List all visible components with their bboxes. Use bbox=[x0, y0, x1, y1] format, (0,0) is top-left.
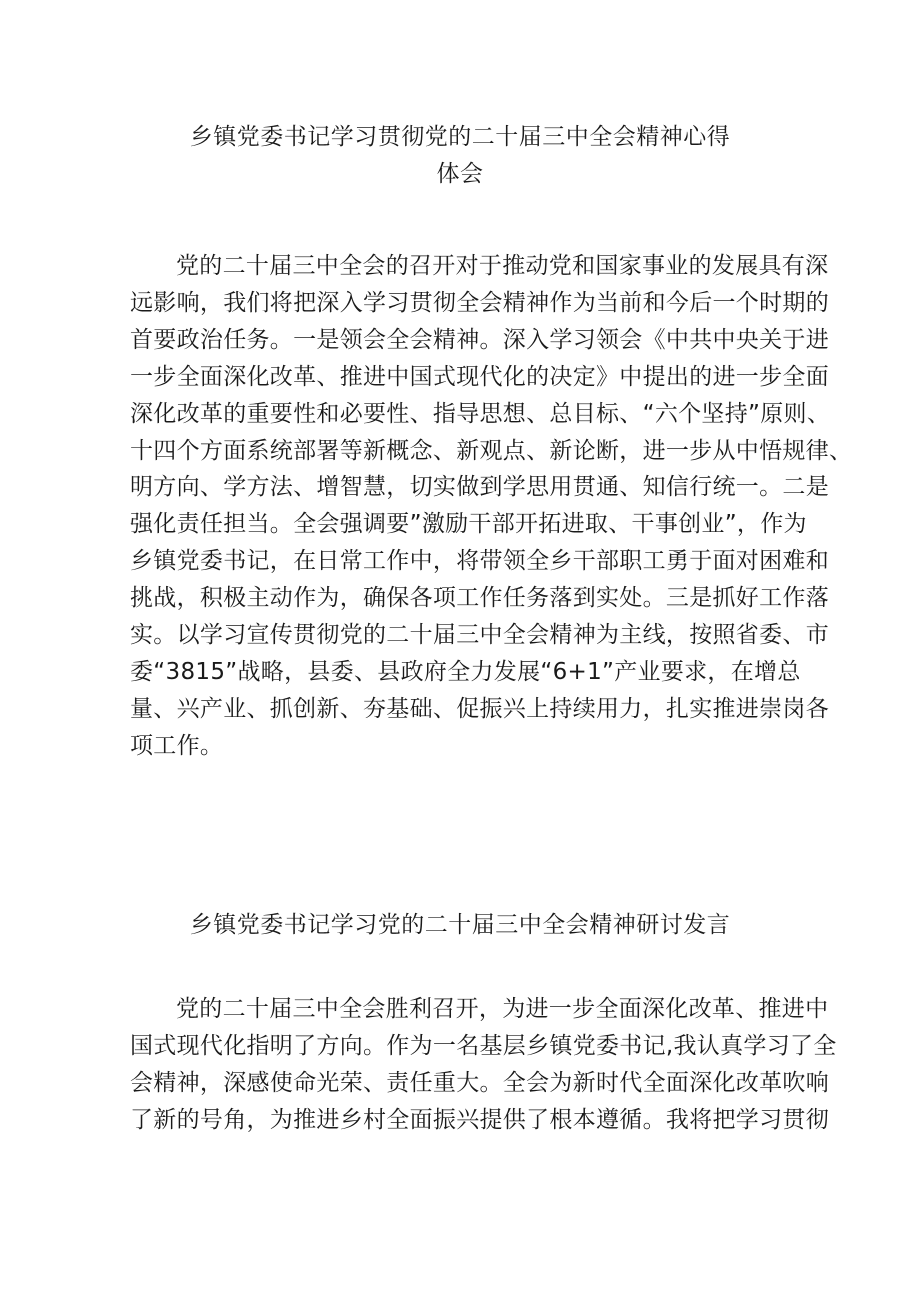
paragraph-line: 十四个方面系统部署等新概念、新观点、新论断，进一步从中悟规律、 bbox=[130, 437, 853, 464]
paragraph-line: 实。以学习宣传贯彻党的二十届三中全会精神为主线，按照省委、市 bbox=[130, 622, 829, 649]
paragraph-line: 了新的号角，为推进乡村全面振兴提供了根本遵循。我将把学习贯彻 bbox=[130, 1106, 829, 1133]
paragraph-line: 党的二十届三中全会的召开对于推动党和国家事业的发展具有深 bbox=[176, 253, 829, 279]
paragraph-line: 强化责任担当。全会强调要”激励干部开拓进取、干事创业”，作为 bbox=[130, 511, 807, 538]
section-1-title bbox=[130, 119, 790, 193]
section-1-title-line-2: 体会 bbox=[436, 161, 484, 187]
paragraph-line: 深化改革的重要性和必要性、指导思想、总目标、“六个坚持”原则、 bbox=[130, 400, 831, 427]
paragraph-line: 委“3815”战略，县委、县政府全力发展“6+1”产业要求，在增总 bbox=[130, 658, 801, 685]
paragraph-line: 项工作。 bbox=[130, 732, 224, 759]
paragraph-line: 远影响，我们将把深入学习贯彻全会精神作为当前和今后一个时期的 bbox=[130, 289, 829, 316]
paragraph-line: 乡镇党委书记，在日常工作中，将带领全乡干部职工勇于面对困难和 bbox=[130, 548, 829, 575]
paragraph-line: 挑战，积极主动作为，确保各项工作任务落到实处。三是抓好工作落 bbox=[130, 585, 829, 612]
section-1-paragraph bbox=[130, 248, 853, 765]
paragraph-line: 国式现代化指明了方向。作为一名基层乡镇党委书记,我认真学习了全 bbox=[130, 1032, 837, 1059]
paragraph-line: 党的二十届三中全会胜利召开，为进一步全面深化改革、推进中 bbox=[176, 996, 829, 1022]
paragraph-line: 一步全面深化改革、推进中国式现代化的决定》中提出的进一步全面 bbox=[130, 363, 829, 390]
section-2-title-line: 乡镇党委书记学习党的二十届三中全会精神研讨发言 bbox=[189, 912, 731, 938]
paragraph-line: 会精神，深感使命光荣、责任重大。全会为新时代全面深化改革吹响 bbox=[130, 1069, 829, 1096]
section-2-title bbox=[130, 907, 790, 944]
section-1-title-line-1: 乡镇党委书记学习贯彻党的二十届三中全会精神心得 bbox=[189, 124, 731, 150]
paragraph-line: 量、兴产业、抓创新、夯基础、促振兴上持续用力，扎实推进崇岗各 bbox=[130, 695, 829, 722]
paragraph-line: 明方向、学方法、增智慧，切实做到学思用贯通、知信行统一。二是 bbox=[130, 474, 829, 501]
paragraph-line: 首要政治任务。一是领会全会精神。深入学习领会《中共中央关于进 bbox=[130, 326, 829, 353]
section-2-paragraph bbox=[130, 991, 837, 1139]
